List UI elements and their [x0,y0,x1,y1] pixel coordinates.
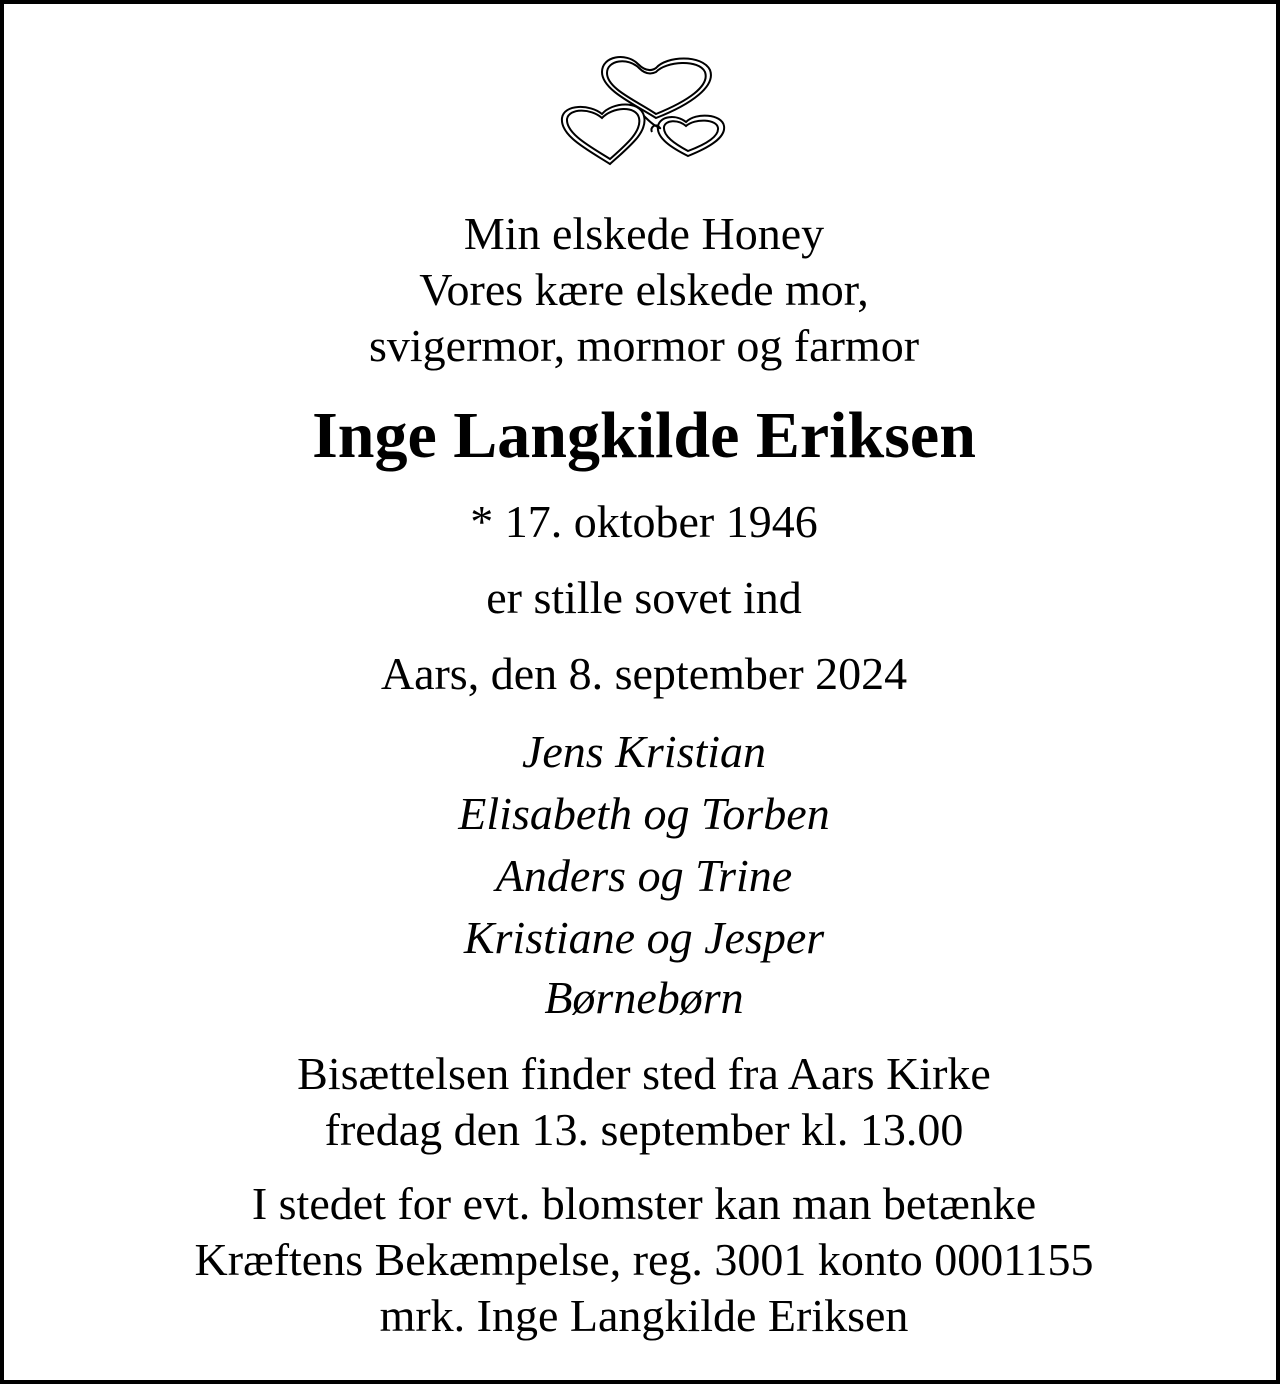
intro-line-2: Vores kære elskede mor, [419,264,869,315]
donation-line-1: I stedet for evt. blomster kan man betænke [251,1178,1037,1229]
birth-date: * 17. oktober 1946 [470,496,818,547]
funeral-line-2: fredag den 13. september kl. 13.00 [324,1104,964,1155]
intro-line-1: Min elskede Honey [463,208,825,259]
family-line-2: Elisabeth og Torben [458,788,830,839]
family-line-5: Børnebørn [544,972,744,1023]
place-date: Aars, den 8. september 2024 [380,648,908,699]
family-line-3: Anders og Trine [495,850,793,901]
deceased-name: Inge Langkilde Eriksen [312,399,976,472]
funeral-line-1: Bisættelsen finder sted fra Aars Kirke [297,1048,991,1099]
donation-line-3: mrk. Inge Langkilde Eriksen [379,1290,909,1341]
donation-line-2: Kræftens Bekæmpelse, reg. 3001 konto 0001155 [194,1234,1094,1285]
family-line-4: Kristiane og Jesper [463,912,825,963]
passed-text: er stille sovet ind [486,572,802,623]
family-line-1: Jens Kristian [521,726,767,777]
hearts-icon [552,50,736,172]
intro-line-3: svigermor, mormor og farmor [368,320,920,371]
